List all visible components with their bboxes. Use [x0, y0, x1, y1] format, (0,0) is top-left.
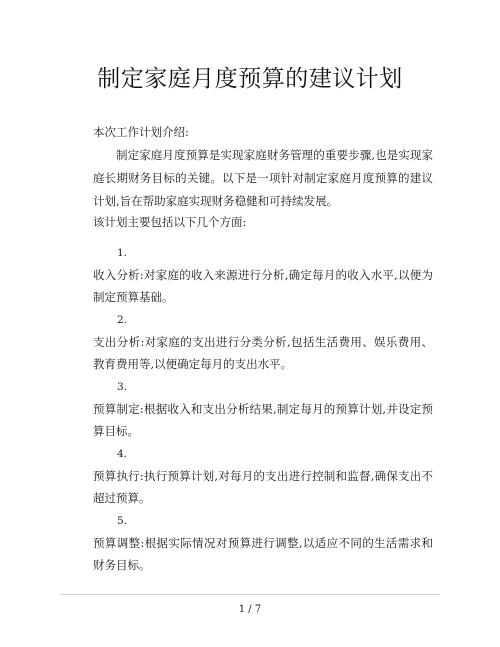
item-text: 预算调整:根据实际情况对预算进行调整,以适应不同的生活需求和财务目标。	[93, 536, 433, 572]
footer-divider	[60, 594, 440, 595]
page-title: 制定家庭月度预算的建议计划	[97, 66, 403, 92]
intro-label: 本次工作计划介绍:	[93, 125, 189, 139]
item-number: 3.	[117, 381, 128, 393]
list-item	[93, 443, 433, 509]
item-number: 5.	[117, 515, 128, 527]
item-number: 1.	[117, 247, 128, 259]
page-indicator: 1 / 7	[238, 604, 262, 615]
item-number: 2.	[117, 314, 128, 326]
item-text: 预算执行:执行预算计划,对每月的支出进行控制和监督,确保支出不超过预算。	[93, 469, 433, 505]
list-item	[93, 510, 433, 576]
plan-item-list	[93, 242, 433, 576]
item-text: 支出分析:对家庭的支出进行分类分析,包括生活费用、娱乐费用、教育费用等,以便确定每月的支出水平。	[93, 335, 433, 371]
list-item	[93, 242, 433, 308]
list-item	[93, 309, 433, 375]
item-text: 收入分析:对家庭的收入来源进行分析,确定每月的收入水平,以便为制定预算基础。	[93, 268, 433, 304]
item-number: 4.	[117, 448, 128, 460]
intro-paragraph: 制定家庭月度预算是实现家庭财务管理的重要步骤,也是实现家庭长期财务目标的关键。以下是一项针对制定家庭月度预算的建议计划,旨在帮助家庭实现财务稳健和可持续发展。	[93, 148, 433, 208]
item-text: 预算制定:根据收入和支出分析结果,制定每月的预算计划,并设定预算目标。	[93, 402, 433, 438]
list-item	[93, 376, 433, 442]
cover-label: 该计划主要包括以下几个方面:	[93, 215, 247, 229]
